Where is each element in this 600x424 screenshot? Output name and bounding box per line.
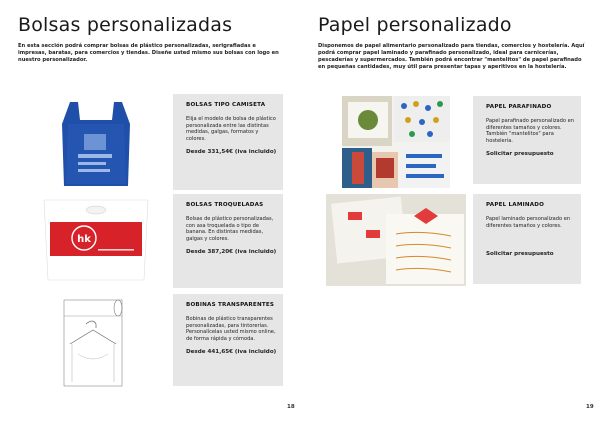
product-description: Elija el modelo de bolsa de plástico personalizada entre las distintas medidas, galgas, formatos y colores. xyxy=(186,116,276,142)
product-title: PAPEL LAMINADO xyxy=(486,202,545,208)
product-price: Solicitar presupuesto xyxy=(486,151,554,158)
paraffin-paper-collage xyxy=(342,96,450,188)
product-card-parafinado[interactable] xyxy=(473,96,581,184)
product-description: Papel parafinado personalizado en diferentes tamaños y colores. También "mantelitos" para hostelería. xyxy=(486,118,575,144)
transparent-roll-illustration xyxy=(58,294,128,390)
red-bag-illustration xyxy=(40,194,152,288)
product-image-camiseta xyxy=(40,94,152,190)
product-title: BOBINAS TRANSPARENTES xyxy=(186,302,275,308)
product-card-bobinas[interactable] xyxy=(173,294,283,386)
bag-logo: hk xyxy=(77,234,91,245)
product-title: BOLSAS TROQUELADAS xyxy=(186,202,264,208)
product-price: Desde 387,20€ (iva incluido) xyxy=(186,249,277,256)
page-title-papel: Papel personalizado xyxy=(318,14,512,36)
product-price: Desde 441,65€ (iva incluido) xyxy=(186,349,277,356)
product-image-laminado xyxy=(326,194,466,286)
intro-papel: Disponemos de papel alimentario personalizado para tiendas, comercios y hostelería. Aquí podrá comprar papel laminado y parafinado personalizado, ideal para carnicerías, pescaderías y supermercados. También podrá encontrar "mantelitos" de papel parafinado en pequeñas cantidades, muy útil para presentar tapas y aperitivos en la hostelería. xyxy=(318,43,585,70)
page-number-right: 19 xyxy=(586,404,594,410)
intro-bolsas: En esta sección podrá comprar bolsas de plástico personalizadas, serigrafiadas e impresas, baratas, para comercios y tiendas. Diseñe usted mismo sus bolsas con logo en nuestro personalizador. xyxy=(18,43,279,63)
product-title: PAPEL PARAFINADO xyxy=(486,104,552,110)
product-image-bobinas xyxy=(58,294,128,390)
product-image-troqueladas xyxy=(40,194,152,288)
page-title-bolsas: Bolsas personalizadas xyxy=(18,14,233,36)
product-title: BOLSAS TIPO CAMISETA xyxy=(186,102,266,108)
product-description: Bobinas de plástico transparentes personalizadas, para tintorerías. Personalícelas usted mismo online, de forma rápida y cómoda. xyxy=(186,316,276,342)
blue-bag-illustration xyxy=(40,94,152,190)
product-price: Solicitar presupuesto xyxy=(486,251,554,258)
page-number-left: 18 xyxy=(287,404,295,410)
product-image-parafinado xyxy=(342,96,450,188)
laminated-paper-illustration xyxy=(326,194,466,286)
product-price: Desde 331,54€ (iva incluido) xyxy=(186,149,277,156)
product-description: Bolsas de plástico personalizadas, con asa troquelada o tipo de banana. En distintas medidas, galgas y colores. xyxy=(186,216,274,242)
product-card-troqueladas[interactable] xyxy=(173,194,283,288)
right-page xyxy=(300,0,600,424)
product-card-camiseta[interactable] xyxy=(173,94,283,190)
product-description: Papel laminado personalizado en diferentes tamaños y colores. xyxy=(486,216,571,229)
product-card-laminado[interactable] xyxy=(473,194,581,284)
